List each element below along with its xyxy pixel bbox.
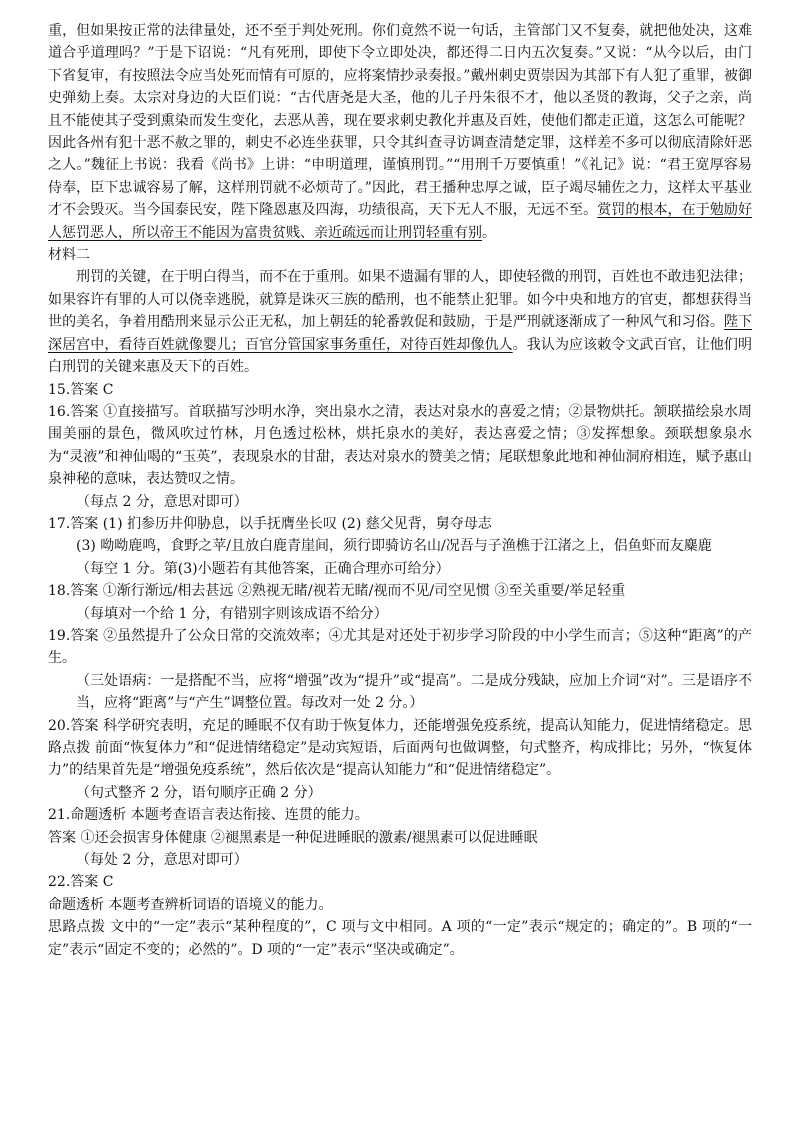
material2-end: 。我认为应该敕令文武百官，让他们明白刑罚的关键来惠及天下的百姓。: [48, 336, 753, 376]
q22-analysis: 命题透析 本题考查辨析词语的语境义的能力。: [48, 896, 333, 913]
q17-answer-line2: (3) 呦呦鹿鸣，食野之苹/且放白鹿青崖间，须行即骑访名山/况吾与子渔樵于江渚之上，侣鱼虾而友麋鹿: [76, 538, 712, 555]
q19-note: （三处语病：一是搭配不当，应将“增强”改为“提升”或“提高”。二是成分残缺，应加上介词“对”。三是语序不当，应将“距离”与“产生”调整位置。每改对一处 2 分。）: [76, 672, 752, 712]
material2-paragraph: [48, 266, 752, 378]
q15-answer: 15.答案 C: [48, 381, 114, 398]
q19-answer: 19.答案 ②虽然提升了公众日常的交流效率；④尤其是对还处于初步学习阶段的中小学生而言；⑤这种“距离”的产生。: [48, 627, 752, 667]
q21-note: （每处 2 分，意思对即可）: [76, 852, 248, 869]
q22-answer: 22.答案 C: [48, 874, 114, 891]
material2-text: 刑罚的关键，在于明白得当，而不在于重刑。如果不遗漏有罪的人，即使轻微的刑罚，百姓也不敢违犯法律；如果容许有罪的人可以侥幸逃脱，就算是诛灭三族的酷刑，也不能禁止犯罪。如今中央和地方的官吏，都想获得当世的美名，争着用酷刑来显示公正无私，加上朝廷的轮番敦促和鼓励，于是严刑就逐渐成了一种风气和习俗。: [48, 269, 752, 331]
q20-note: （句式整齐 2 分，语句顺序正确 2 分）: [76, 784, 322, 801]
material1-end: 。: [482, 224, 496, 241]
q16-note: （每点 2 分，意思对即可）: [76, 493, 248, 510]
q17-note: （每空 1 分。第(3)小题若有其他答案，正确合理亦可给分）: [76, 560, 450, 577]
q20-answer: 20.答案 科学研究表明，充足的睡眠不仅有助于恢复体力，还能增强免疫系统，提高认知能力，促进情绪稳定。思路点拨 前面“恢复体力”和“促进情绪稳定”是动宾短语，后面两句也做调整，句式整齐，构成排比；另外，“恢复体力”的结果首先是“增强免疫系统”，然后依次是“提高认知能力”和“促进情绪稳定”。: [48, 717, 752, 779]
q21-answer: 答案 ①还会损害身体健康 ②褪黑素是一种促进睡眠的激素/褪黑素可以促进睡眠: [48, 829, 538, 846]
material1-underlined-sentence: 赏罚的根本，在于勉励好人惩罚恶人，所以帝王不能因为富贵贫贱、亲近疏远而让刑罚轻重有别: [48, 202, 753, 241]
q17-answer-line1: 17.答案 (1) 扪参历井仰胁息，以手抚膺坐长叹 (2) 慈父见背，舅夺母志: [48, 515, 492, 532]
q16-answer: 16.答案 ①直接描写。首联描写沙明水净，突出泉水之清，表达对泉水的喜爱之情；②景物烘托。颔联描绘泉水周围美丽的景色，微风吹过竹林，月色透过松林，烘托泉水的美好，表达喜爱之情；③发挥想象。颈联想象泉水为“灵液”和神仙喝的“玉英”，表现泉水的甘甜，表达对泉水的赞美之情；尾联想象此地和神仙洞府相连，赋予惠山泉神秘的意味，表达赞叹之情。: [48, 403, 752, 488]
q18-note: （每填对一个给 1 分，有错别字则该成语不给分）: [76, 605, 388, 622]
q21-analysis: 21.命题透析 本题考查语言表达衔接、连贯的能力。: [48, 807, 369, 824]
material2-heading: 材料二: [48, 247, 90, 264]
material1-text: 重，但如果按正常的法律量处，还不至于判处死刑。你们竟然不说一句话，主管部门又不复奏，就把他处决，这难道合乎道理吗？”于是下诏说：“凡有死刑，即使下令立即处决，都还得二日内五次复奏。”又说：“从今以后，由门下省复审，有按照法令应当处死而情有可原的，应将案情抄录奏报。”戴州刺史贾崇因为其部下有人犯了重罪，被御史弹劾上奏。太宗对身边的大臣们说：“古代唐尧是大圣，他的儿子丹朱很不才，他以圣贤的教诲，父子之亲，尚且不能使其子受到熏染而发生变化，去恶从善，现在要求刺史教化并惠及百姓，使他们都走正道，这怎么可能呢？因此各州有犯十恶不赦之罪的，刺史不必连坐获罪，只令其纠查寻访调查清楚定罪，这样差不多可以彻底清除奸恶之人。”魏征上书说：我看《尚书》上讲：“申明道理，谨慎刑罚。”“用刑千万要慎重！”《礼记》说：“君王宽厚容易侍奉，臣下忠诚容易了解，这样刑罚就不必烦苛了。”因此，君王播种忠厚之诚，臣子竭尽辅佐之力，这样太平基业才不会毁灭。当今国泰民安，陛下隆恩惠及四海，功绩很高，天下无人不服，无远不至。: [48, 23, 752, 219]
material1-paragraph: [48, 20, 752, 244]
q22-explanation: 思路点拨 文中的“一定”表示“某种程度的”，C 项与文中相同。A 项的“一定”表示“规定的；确定的”。B 项的“一定”表示“固定不变的；必然的”。D 项的“一定”表示“坚决或确定”。: [48, 919, 752, 958]
q18-answer: 18.答案 ①渐行渐远/相去甚远 ②熟视无睹/视若无睹/视而不见/司空见惯 ③至关重要/举足轻重: [48, 583, 626, 600]
material2-underlined-sentence: 陛下深居宫中，看待百姓就像婴儿；百官分管国家事务重任，对待百姓却像仇人: [48, 314, 753, 353]
